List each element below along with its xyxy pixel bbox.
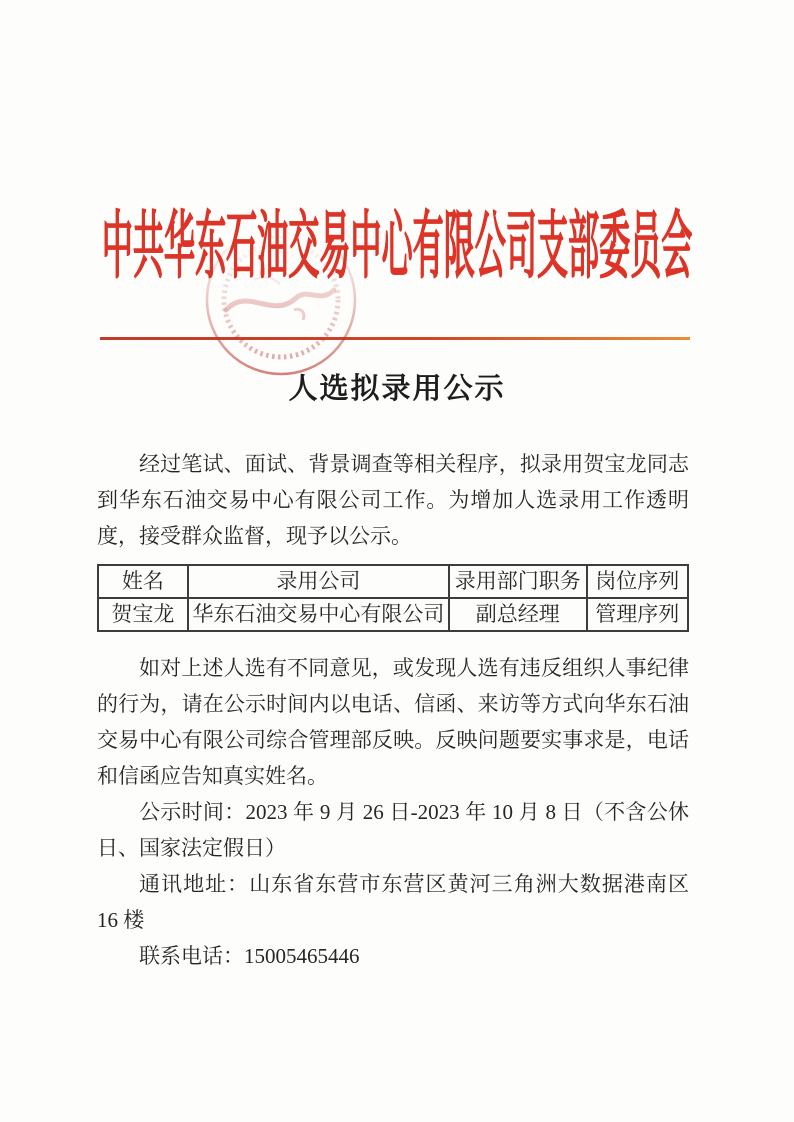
paragraph-publicity-period: 公示时间：2023 年 9 月 26 日-2023 年 10 月 8 日（不含公休日、国家法定假日）	[97, 800, 689, 860]
candidate-table	[97, 564, 689, 632]
letterhead-org-name: 中共华东石油交易中心有限公司支部委员会	[101, 206, 693, 288]
col-header-company: 录用公司	[188, 565, 449, 598]
col-header-name: 姓名	[98, 565, 188, 598]
cell-company: 华东石油交易中心有限公司	[188, 598, 449, 631]
cell-candidate-name: 贺宝龙	[98, 598, 188, 631]
table-row	[98, 598, 688, 631]
paragraph-intro: 经过笔试、面试、背景调查等相关程序，拟录用贺宝龙同志到华东石油交易中心有限公司工作。为增加人选录用工作透明度，接受群众监督，现予以公示。	[97, 452, 689, 548]
table-header-row	[98, 565, 688, 598]
paragraph-contact-phone: 联系电话：15005465446	[139, 944, 360, 968]
col-header-position: 录用部门职务	[449, 565, 586, 598]
notice-body	[97, 446, 689, 974]
paragraph-mailing-address: 通讯地址：山东省东营市东营区黄河三角洲大数据港南区 16 楼	[97, 872, 689, 932]
cell-sequence: 管理序列	[587, 598, 689, 631]
cell-position: 副总经理	[449, 598, 586, 631]
letterhead-divider-rule	[100, 337, 690, 340]
notice-title: 人选拟录用公示	[288, 373, 506, 405]
letterhead	[101, 201, 794, 293]
col-header-sequence: 岗位序列	[587, 565, 689, 598]
paragraph-objection: 如对上述人选有不同意见，或发现人选有违反组织人事纪律的行为，请在公示时间内以电话、信函、来访等方式向华东石油交易中心有限公司综合管理部反映。反映问题要实事求是，电话和信函应告知真实姓名。	[97, 656, 689, 788]
